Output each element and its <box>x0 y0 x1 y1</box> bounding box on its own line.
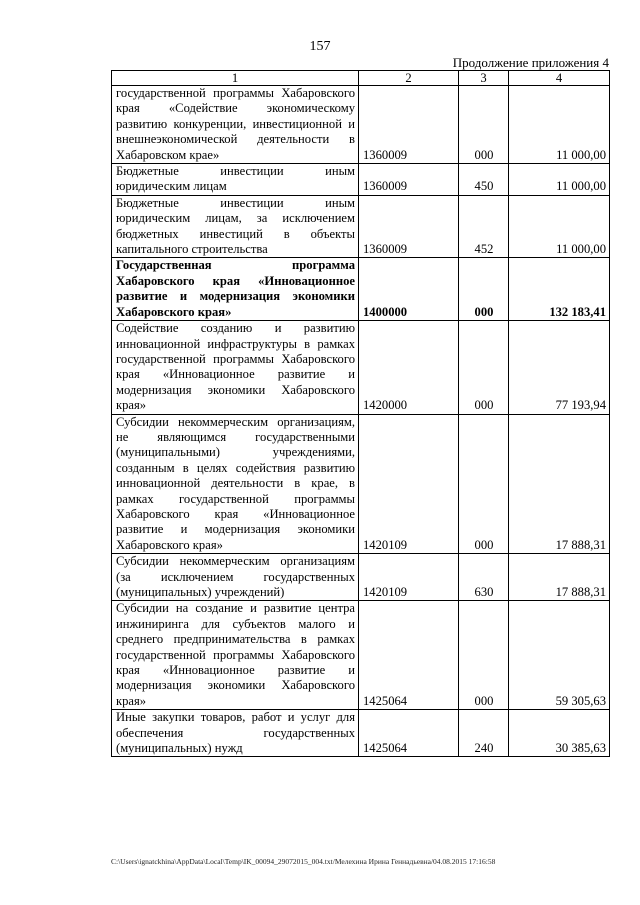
row-description: государственной программы Хабаровского края «Содействие экономическому развитию конкуренции, инвестиционной и внешнеэкономической деятельности в Хабаровском крае» <box>112 86 359 164</box>
row-target-code: 1420109 <box>359 554 459 601</box>
row-amount: 17 888,31 <box>509 414 610 554</box>
column-header-code: 2 <box>359 71 459 86</box>
table-row <box>112 414 610 554</box>
row-description: Иные закупки товаров, работ и услуг для обеспечения государственных (муниципальных) нужд <box>112 710 359 757</box>
row-expense-type: 630 <box>459 554 509 601</box>
row-target-code: 1400000 <box>359 258 459 321</box>
row-description: Государственная программа Хабаровского края «Инновационное развитие и модернизация экономики Хабаровского края» <box>112 258 359 321</box>
row-expense-type: 000 <box>459 258 509 321</box>
row-amount: 17 888,31 <box>509 554 610 601</box>
row-target-code: 1425064 <box>359 601 459 710</box>
row-amount: 132 183,41 <box>509 258 610 321</box>
row-description: Субсидии некоммерческим организациям, не являющимся государственными (муниципальными) учреждениями, созданным в целях содействия развитию инновационной деятельности в крае, в рамках государственной программы Хабаровского края «Инновационное развитие и модернизация экономики Хабаровского края» <box>112 414 359 554</box>
row-amount: 77 193,94 <box>509 321 610 414</box>
column-header-type: 3 <box>459 71 509 86</box>
column-header-description: 1 <box>112 71 359 86</box>
row-description: Содействие созданию и развитию инновационной инфраструктуры в рамках государственной программы Хабаровского края «Инновационное развитие и модернизация экономики Хабаровского края» <box>112 321 359 414</box>
row-expense-type: 000 <box>459 414 509 554</box>
page-number: 157 <box>309 39 331 54</box>
row-target-code: 1420109 <box>359 414 459 554</box>
table-row <box>112 601 610 710</box>
row-expense-type: 452 <box>459 195 509 258</box>
row-expense-type: 000 <box>459 321 509 414</box>
row-amount: 11 000,00 <box>509 195 610 258</box>
row-target-code: 1360009 <box>359 164 459 196</box>
row-description: Субсидии некоммерческим организациям (за исключением государственных (муниципальных) учреждений) <box>112 554 359 601</box>
row-expense-type: 450 <box>459 164 509 196</box>
row-description: Бюджетные инвестиции иным юридическим лицам <box>112 164 359 196</box>
row-description: Бюджетные инвестиции иным юридическим лицам, за исключением бюджетных инвестиций в объекты капитального строительства <box>112 195 359 258</box>
table-header-row <box>112 71 610 86</box>
table-row <box>112 195 610 258</box>
column-header-amount: 4 <box>509 71 610 86</box>
row-amount: 11 000,00 <box>509 86 610 164</box>
table-row <box>112 258 610 321</box>
continuation-label: Продолжение приложения 4 <box>452 55 609 70</box>
table-row <box>112 710 610 757</box>
row-amount: 30 385,63 <box>509 710 610 757</box>
row-expense-type: 000 <box>459 601 509 710</box>
row-target-code: 1360009 <box>359 195 459 258</box>
budget-table <box>111 70 610 757</box>
row-expense-type: 240 <box>459 710 509 757</box>
footer-file-path: C:\Users\ignatckhina\AppData\Local\Temp\IK_00094_29072015_004.txt/Мелехина Ирина Геннадьевна/04.08.2015 17:16:58 <box>111 857 496 866</box>
row-amount: 11 000,00 <box>509 164 610 196</box>
row-target-code: 1360009 <box>359 86 459 164</box>
table-row <box>112 86 610 164</box>
row-expense-type: 000 <box>459 86 509 164</box>
table-row <box>112 554 610 601</box>
table-row <box>112 164 610 196</box>
row-target-code: 1425064 <box>359 710 459 757</box>
row-amount: 59 305,63 <box>509 601 610 710</box>
row-target-code: 1420000 <box>359 321 459 414</box>
row-description: Субсидии на создание и развитие центра инжиниринга для субъектов малого и среднего предпринимательства в рамках государственной программы Хабаровского края «Инновационное развитие и модернизация экономики Хабаровского края» <box>112 601 359 710</box>
table-row <box>112 321 610 414</box>
